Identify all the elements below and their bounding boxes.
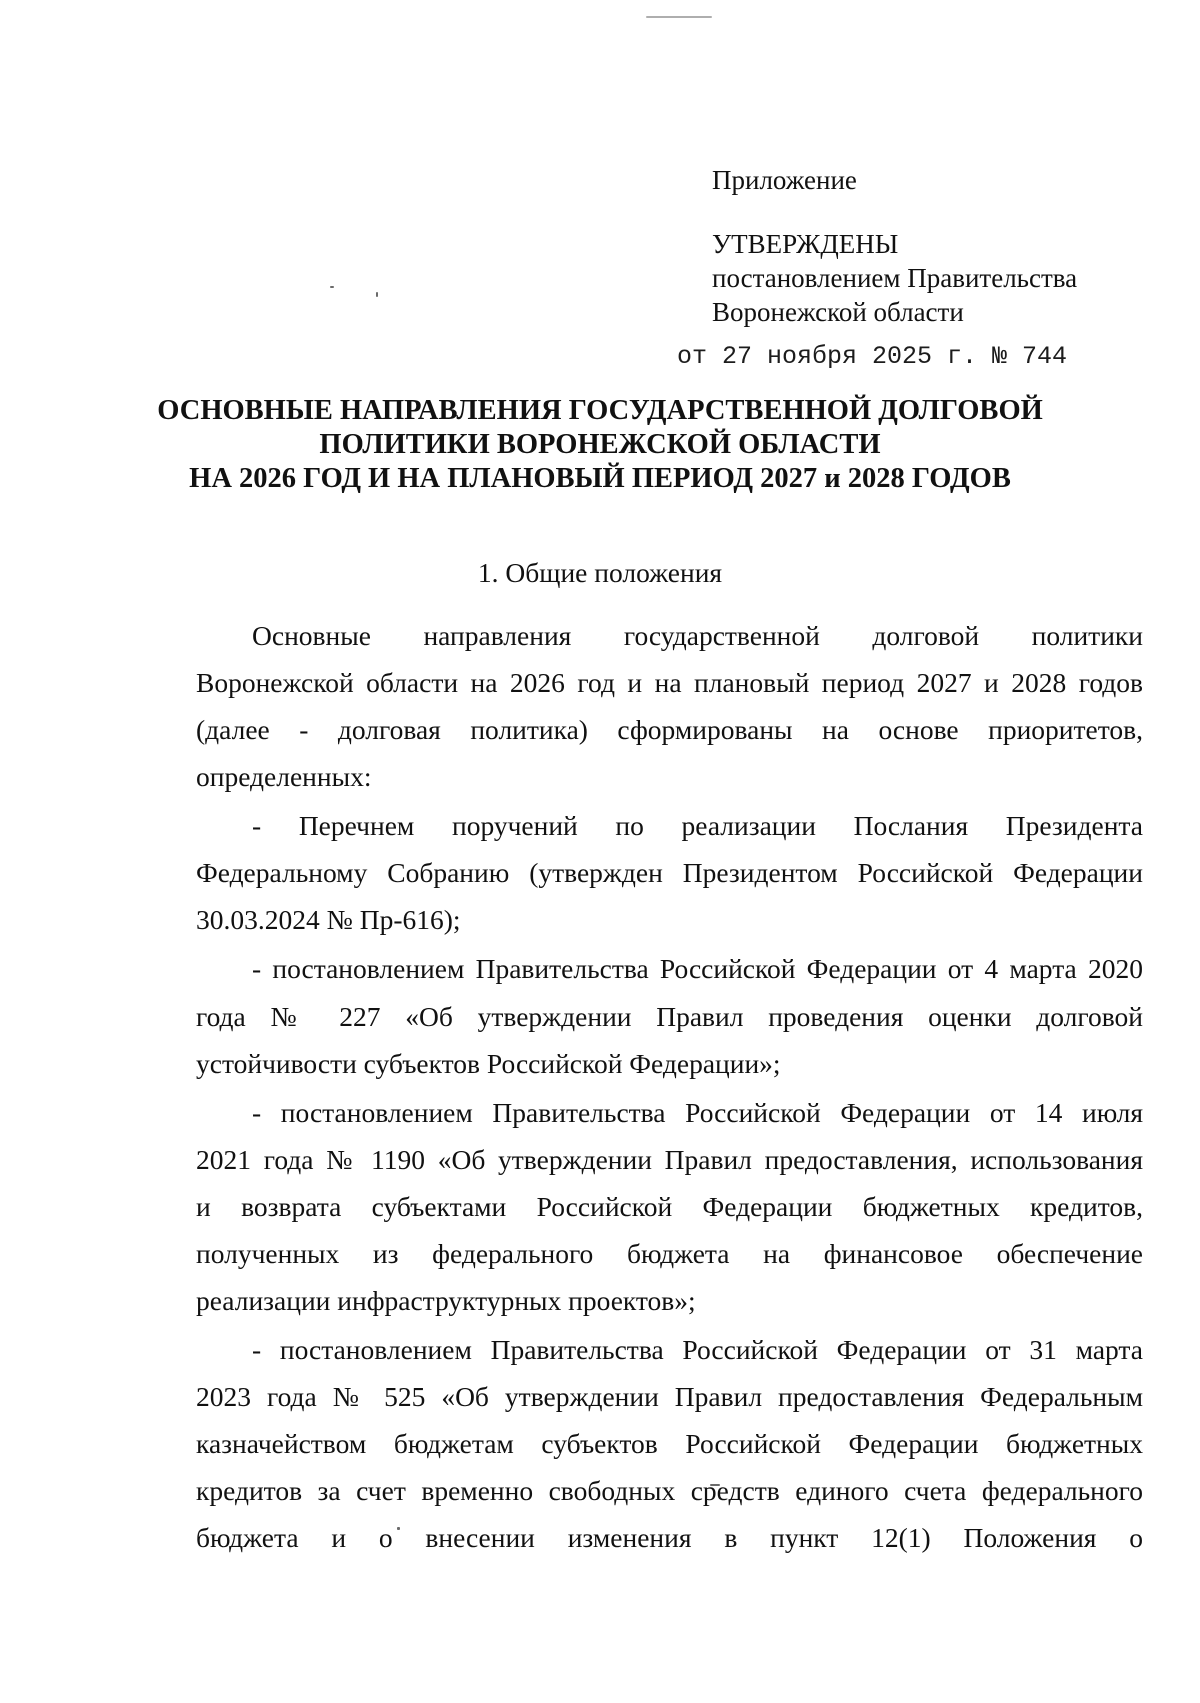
body-line-14: полученных из федерального бюджета на финансовое обеспечение [196, 1238, 1143, 1269]
body-line-16: - постановлением Правительства Российской Федерации от 31 марта [252, 1334, 1143, 1365]
body-line-2: Воронежской области на 2026 год и на плановый период 2027 и 2028 годов [196, 667, 1143, 698]
body-line-10: устойчивости субъектов Российской Федерации»; [196, 1048, 781, 1079]
body-line-3: (далее - долговая политика) сформированы на основе приоритетов, [196, 714, 1143, 745]
body-line-20: бюджета и о внесении изменения в пункт 12(1) Положения о [196, 1522, 1143, 1553]
scan-artifact-left-2 [376, 292, 378, 297]
body-line-19: кредитов за счет временно свободных средств единого счета федерального [196, 1475, 1143, 1506]
body-line-9: года № 227 «Об утверждении Правил проведения оценки долговой [196, 1001, 1143, 1032]
body-line-4: определенных: [196, 761, 372, 792]
scan-artifact-left-1 [330, 286, 334, 288]
document-title-line-1: ОСНОВНЫЕ НАПРАВЛЕНИЯ ГОСУДАРСТВЕННОЙ ДОЛГОВОЙ [157, 395, 1043, 426]
body-line-1: Основные направления государственной долговой политики [252, 620, 1143, 651]
body-line-17: 2023 года № 525 «Об утверждении Правил предоставления Федеральным [196, 1381, 1143, 1412]
body-line-11: - постановлением Правительства Российской Федерации от 14 июля [252, 1097, 1143, 1128]
body-line-5: - Перечнем поручений по реализации Послания Президента [252, 810, 1143, 841]
body-line-7: 30.03.2024 № Пр-616); [196, 904, 461, 935]
document-title-line-2: ПОЛИТИКИ ВОРОНЕЖСКОЙ ОБЛАСТИ [319, 429, 881, 460]
body-line-12: 2021 года № 1190 «Об утверждении Правил предоставления, использования [196, 1144, 1143, 1175]
body-line-15: реализации инфраструктурных проектов»; [196, 1285, 696, 1316]
document-title-line-3: НА 2026 ГОД И НА ПЛАНОВЫЙ ПЕРИОД 2027 и 2028 ГОДОВ [189, 463, 1011, 494]
body-line-18: казначейством бюджетам субъектов Российской Федерации бюджетных [196, 1428, 1143, 1459]
approved-label: УТВЕРЖДЕНЫ [712, 229, 899, 259]
body-line-13: и возврата субъектами Российской Федерации бюджетных кредитов, [196, 1191, 1143, 1222]
appendix-label: Приложение [712, 165, 857, 195]
section-heading: 1. Общие положения [477, 557, 723, 588]
body-line-8: - постановлением Правительства Российской Федерации от 4 марта 2020 [252, 953, 1143, 984]
body-line-6: Федеральному Собранию (утвержден Президентом Российской Федерации [196, 857, 1143, 888]
decree-line-2: Воронежской области [712, 297, 964, 327]
decree-date-number: от 27 ноября 2025 г. № 744 [677, 342, 1068, 371]
scan-artifact-top [646, 16, 712, 18]
decree-line-1: постановлением Правительства [712, 263, 1078, 293]
